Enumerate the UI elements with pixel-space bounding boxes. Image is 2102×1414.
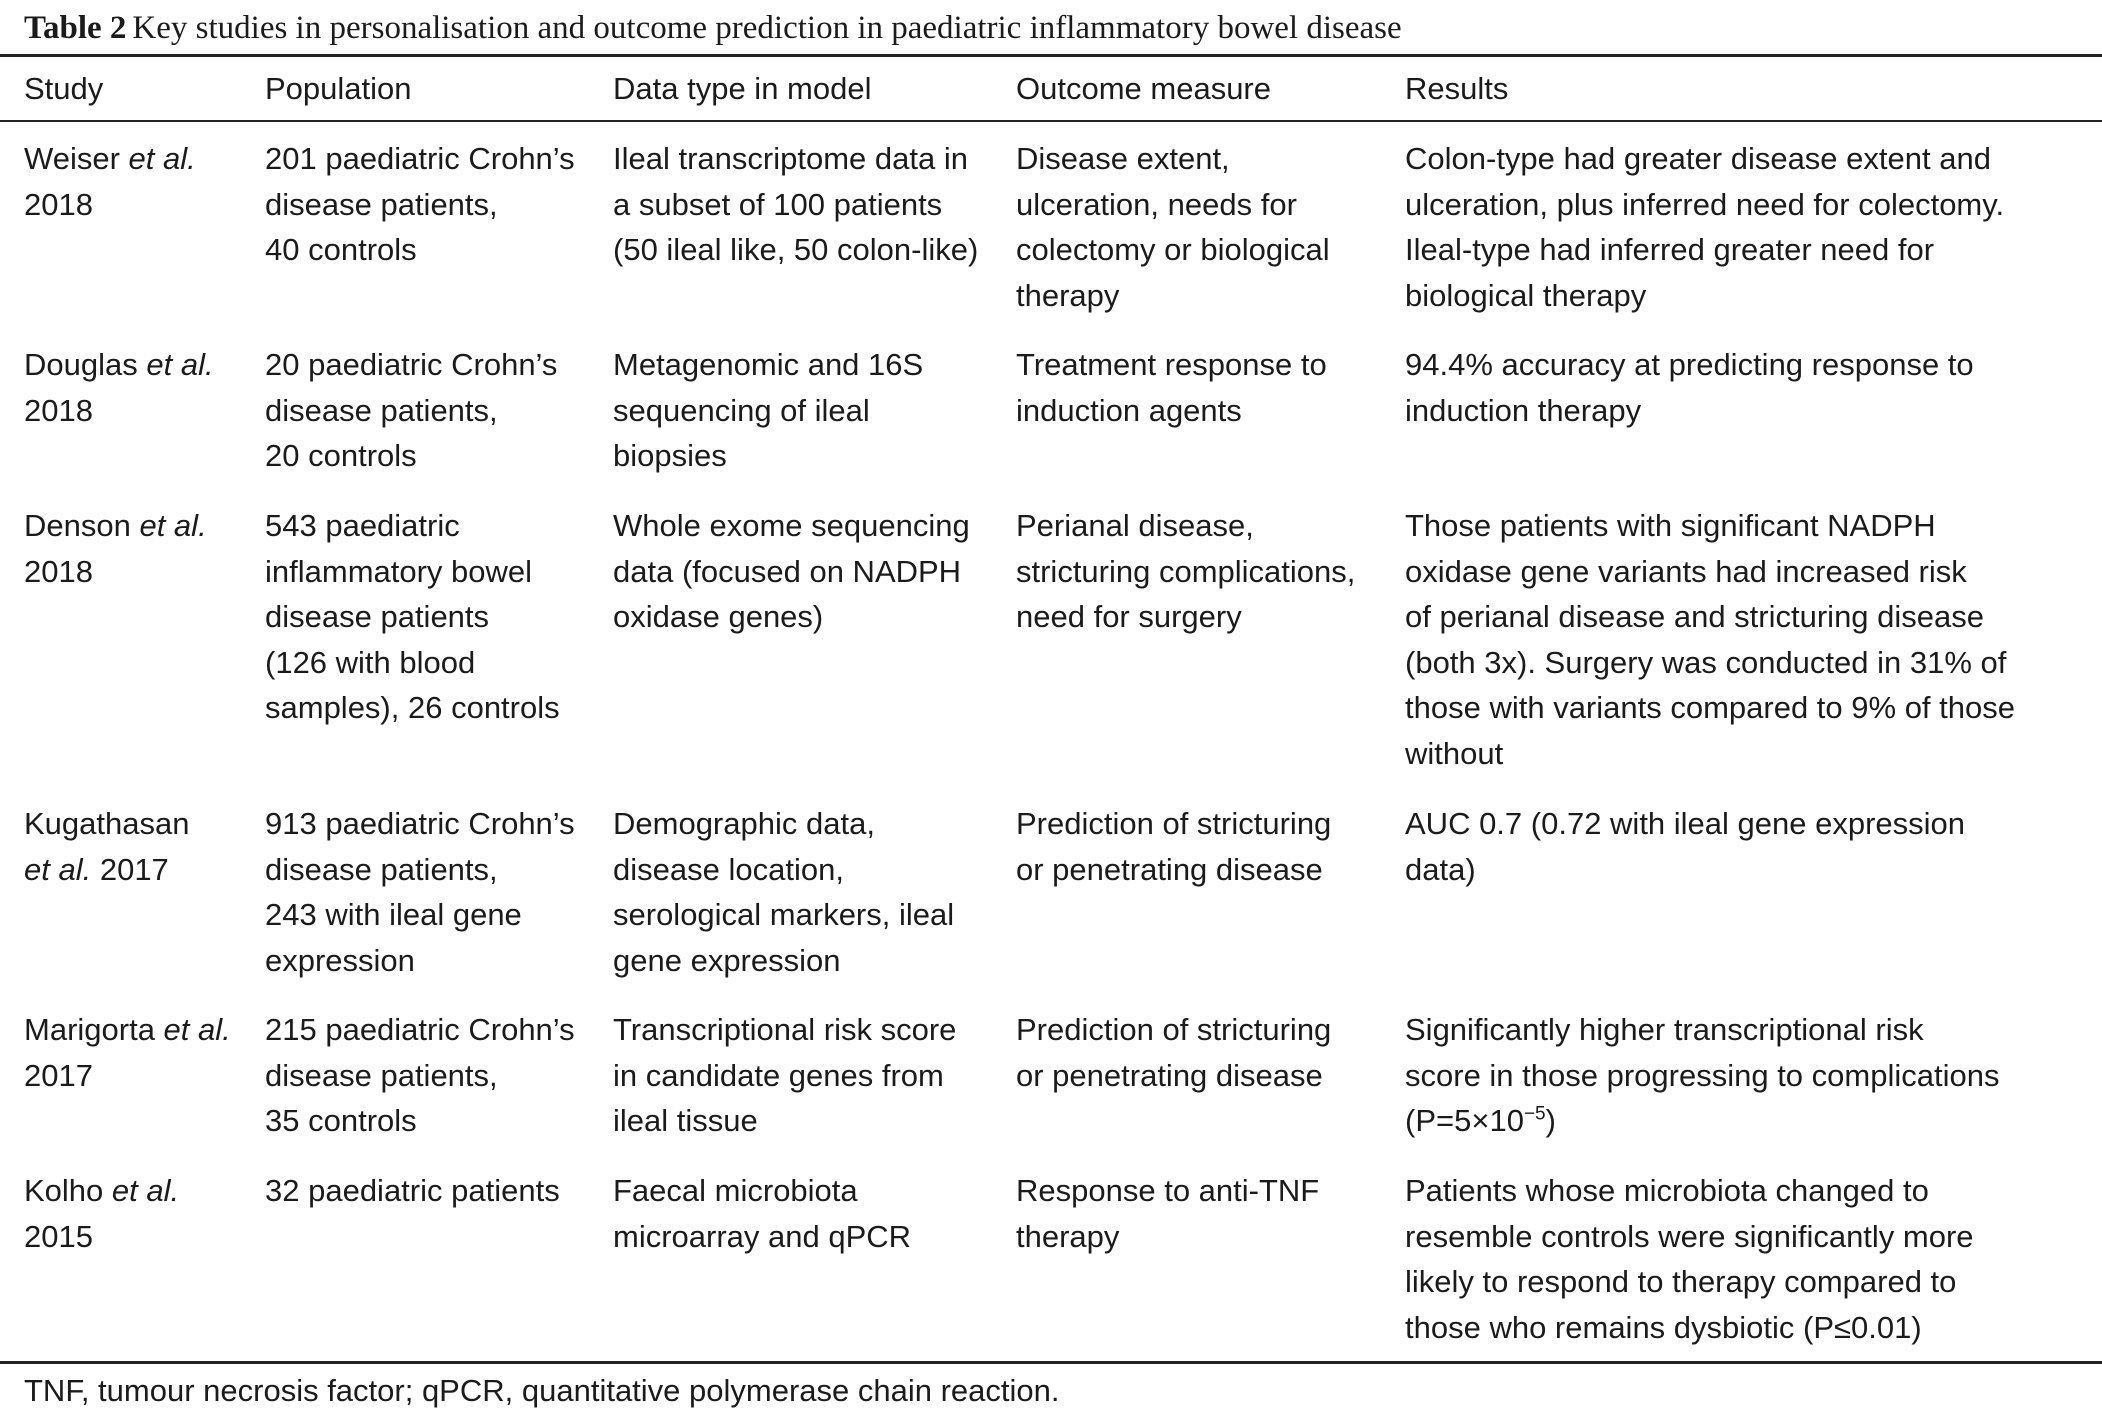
study-author: Marigorta — [24, 1012, 164, 1047]
study-etal: et al. — [139, 508, 207, 543]
column-header-results: Results — [1405, 71, 1509, 106]
table-row-data-type: Transcriptional risk score in candidate genes from ileal tissue — [613, 1012, 957, 1138]
table-row-results: AUC 0.7 (0.72 with ileal gene expression data) — [1405, 806, 1966, 887]
study-author: Denson — [24, 508, 140, 543]
table-row-outcome: Perianal disease, stricturing complications, need for surgery — [1016, 508, 1356, 634]
study-author: Weiser — [24, 141, 129, 176]
table-row-data-type: Whole exome sequencing data (focused on NADPH oxidase genes) — [613, 508, 970, 634]
table-row-study — [24, 342, 264, 433]
table-row-study — [24, 801, 264, 892]
table-row-population: 543 paediatric inflammatory bowel disease patients (126 with blood samples), 26 controls — [265, 508, 560, 725]
header-rule — [0, 120, 2102, 122]
study-etal: et al. — [24, 851, 92, 887]
column-header-outcome: Outcome measure — [1016, 71, 1271, 106]
table-row-outcome: Treatment response to induction agents — [1016, 347, 1327, 428]
results-tail: ) — [1545, 1103, 1556, 1138]
study-year: 2015 — [24, 1218, 93, 1254]
table-row-population: 913 paediatric Crohn’s disease patients, 243 with ileal gene expression — [265, 806, 575, 978]
study-year: 2018 — [24, 186, 93, 222]
table-label: Table 2 — [24, 10, 127, 46]
table-row-data-type: Ileal transcriptome data in a subset of 100 patients (50 ileal like, 50 colon-like) — [613, 141, 979, 267]
table-row-outcome: Prediction of stricturing or penetrating disease — [1016, 1012, 1332, 1093]
table-row-outcome: Prediction of stricturing or penetrating disease — [1016, 806, 1332, 887]
study-year: 2018 — [24, 553, 93, 589]
table-row-results: Patients whose microbiota changed to resemble controls were significantly more likely to respond to therapy compared to those who remains dysbiotic (P≤0.01) — [1405, 1173, 1974, 1345]
column-header-data-type: Data type in model — [613, 71, 872, 106]
table-row-study — [24, 1168, 264, 1259]
table-row-results: Those patients with significant NADPH oxidase gene variants had increased risk of perianal disease and stricturing disease (both 3x). Surgery was conducted in 31% of those with variants compared to 9% of those without — [1405, 508, 2015, 771]
table-row-study — [24, 1007, 264, 1098]
results-exponent: −5 — [1523, 1103, 1546, 1125]
study-year: 2018 — [24, 392, 93, 428]
table-row-population: 201 paediatric Crohn’s disease patients, 40 controls — [265, 141, 575, 267]
table-caption — [24, 6, 1402, 50]
study-etal: et al. — [111, 1173, 180, 1208]
table-row-results — [1405, 1007, 2095, 1144]
table-row-data-type: Metagenomic and 16S sequencing of ileal biopsies — [613, 347, 924, 473]
column-header-study: Study — [24, 71, 104, 106]
table-row-study — [24, 136, 264, 227]
table-row-results: 94.4% accuracy at predicting response to induction therapy — [1405, 347, 1974, 428]
table-row-data-type: Faecal microbiota microarray and qPCR — [613, 1173, 912, 1254]
bottom-rule — [0, 1361, 2102, 1364]
table-footnote: TNF, tumour necrosis factor; qPCR, quantitative polymerase chain reaction. — [24, 1373, 1060, 1408]
table-title: Key studies in personalisation and outcome prediction in paediatric inflammatory bowel disease — [132, 10, 1402, 46]
column-header-population: Population — [265, 71, 412, 106]
study-author: Kolho — [24, 1173, 112, 1208]
study-etal: et al. — [163, 1012, 231, 1047]
table-row-study — [24, 503, 264, 594]
study-year: 2017 — [24, 1057, 93, 1093]
table-row-results: Colon-type had greater disease extent and ulceration, plus inferred need for colectomy. Ileal-type had inferred greater need for biological therapy — [1405, 141, 2005, 313]
table-row-outcome: Response to anti-TNF therapy — [1016, 1173, 1320, 1254]
study-year: 2017 — [91, 851, 169, 887]
study-author: Kugathasan — [24, 806, 190, 841]
table-row-population: 215 paediatric Crohn’s disease patients, 35 controls — [265, 1012, 575, 1138]
results-text: Significantly higher transcriptional risk score in those progressing to complications (P=5×10 — [1405, 1012, 2000, 1138]
study-author: Douglas — [24, 347, 147, 382]
table-row-population: 32 paediatric patients — [265, 1173, 560, 1208]
study-etal: et al. — [128, 141, 196, 176]
study-etal: et al. — [146, 347, 214, 382]
top-rule — [0, 54, 2102, 57]
table-row-data-type: Demographic data, disease location, serological markers, ileal gene expression — [613, 806, 955, 978]
table-row-outcome: Disease extent, ulceration, needs for colectomy or biological therapy — [1016, 141, 1330, 313]
table-row-population: 20 paediatric Crohn’s disease patients, 20 controls — [265, 347, 558, 473]
